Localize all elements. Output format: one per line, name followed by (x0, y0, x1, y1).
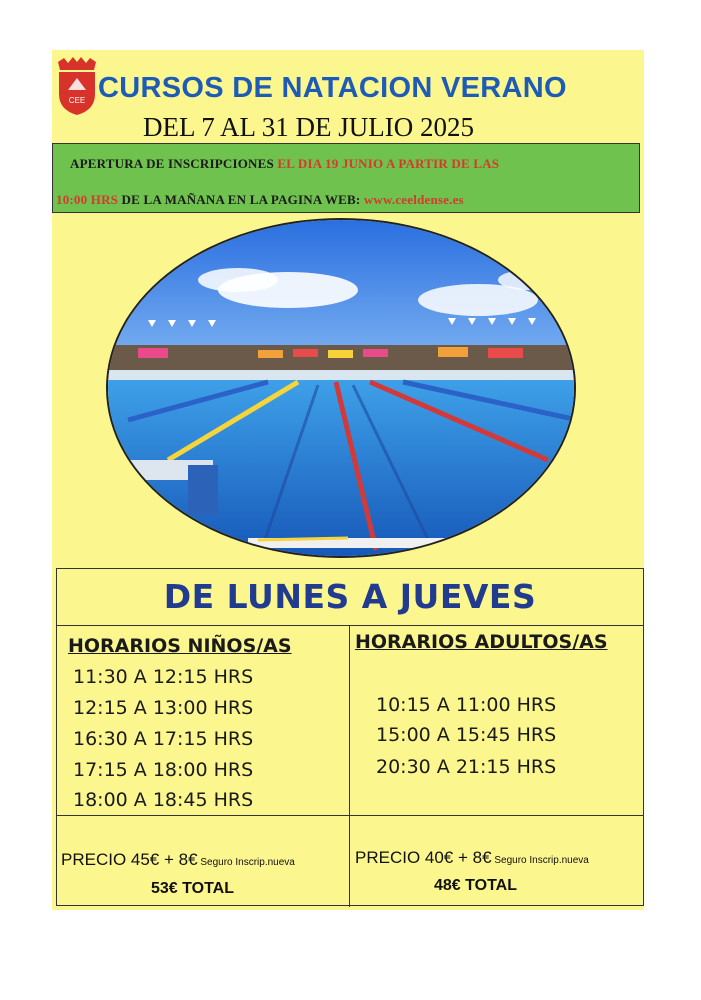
kids-price-main: PRECIO 45€ + 8€ (61, 850, 198, 869)
adults-time-slot: 15:00 A 15:45 HRS (376, 724, 557, 746)
adults-time-slot: 10:15 A 11:00 HRS (376, 694, 557, 716)
crest-text: CEE (68, 96, 86, 105)
kids-time-slot: 11:30 A 12:15 HRS (73, 666, 254, 688)
divider (57, 625, 643, 626)
kids-total-price: 53€ TOTAL (151, 880, 234, 897)
registration-text-time: 10:00 HRS (56, 192, 119, 207)
pool-photo (106, 218, 576, 558)
kids-price (61, 850, 295, 870)
registration-banner (52, 143, 640, 213)
adults-time-slot: 20:30 A 21:15 HRS (376, 756, 557, 778)
registration-text-web: DE LA MAÑANA EN LA PAGINA WEB: (118, 192, 364, 207)
page-title: CURSOS DE NATACION VERANO (98, 72, 567, 104)
adults-price-main: PRECIO 40€ + 8€ (355, 848, 492, 867)
registration-text-date: EL DIA 19 JUNIO A PARTIR DE LAS (277, 156, 500, 171)
registration-line-2 (56, 192, 464, 208)
kids-time-slot: 12:15 A 13:00 HRS (73, 697, 254, 719)
kids-time-slot: 17:15 A 18:00 HRS (73, 759, 254, 781)
registration-text-opening: APERTURA DE INSCRIPCIONES (70, 156, 278, 171)
schedule-table (56, 568, 644, 906)
adults-total-price: 48€ TOTAL (434, 877, 517, 894)
divider (57, 815, 643, 816)
club-crest-logo (54, 56, 100, 116)
kids-time-slot: 16:30 A 17:15 HRS (73, 728, 254, 750)
column-divider (349, 625, 350, 907)
kids-price-note: Seguro Inscrip.nueva (197, 857, 295, 868)
kids-time-slot: 18:00 A 18:45 HRS (73, 789, 254, 811)
schedule-days-heading: DE LUNES A JUEVES (163, 577, 537, 616)
registration-website-link[interactable]: www.ceeldense.es (363, 192, 464, 207)
kids-schedule-heading: HORARIOS NIÑOS/AS (68, 635, 292, 657)
adults-price (355, 848, 589, 868)
course-dates: DEL 7 AL 31 DE JULIO 2025 (143, 112, 474, 142)
adults-schedule-heading: HORARIOS ADULTOS/AS (355, 631, 608, 653)
registration-line-1 (70, 156, 499, 172)
adults-price-note: Seguro Inscrip.nueva (491, 855, 589, 866)
